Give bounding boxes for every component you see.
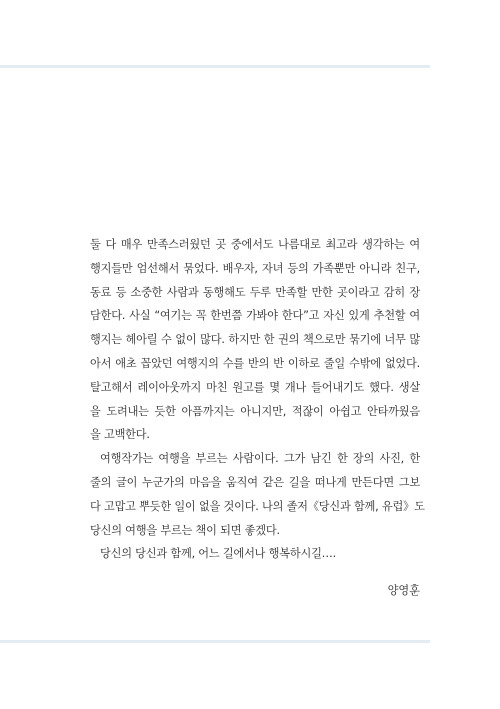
paragraph-2 — [90, 447, 425, 542]
text-line: 아서 애초 꼽았던 여행지의 수를 반의 반 이하로 줄일 수밖에 없었다. — [90, 356, 420, 370]
top-divider — [0, 65, 430, 68]
text-line: 당신의 당신과 함께, 어느 길에서나 행복하시길…. — [100, 547, 337, 561]
text-line: 을 고백한다. — [90, 428, 150, 442]
text-line: 줄의 글이 누군가의 마음을 움직여 같은 길을 떠나게 만든다면 그보 — [90, 475, 420, 489]
text-line: 담한다. 사실 “여기는 꼭 한번쯤 가봐야 한다”고 자신 있게 추천할 여 — [90, 309, 420, 323]
text-line: 행지들만 엄선해서 묶었다. 배우자, 자녀 등의 가족뿐만 아니라 친구, — [90, 261, 420, 275]
text-line: 당신의 여행을 부르는 책이 되면 좋겠다. — [90, 523, 280, 537]
text-line: 여행작가는 여행을 부르는 사람이다. 그가 남긴 한 장의 사진, 한 — [100, 452, 420, 466]
paragraph-1 — [90, 233, 420, 447]
paragraph-3 — [90, 542, 420, 566]
text-line: 을 도려내는 듯한 아픔까지는 아니지만, 적잖이 아쉽고 안타까웠음 — [90, 404, 420, 418]
author-signature: 양영훈 — [387, 584, 420, 597]
text-line: 둘 다 매우 만족스러웠던 곳 중에서도 나름대로 최고라 생각하는 여 — [90, 238, 420, 251]
bottom-divider — [0, 640, 430, 643]
text-line: 동료 등 소중한 사람과 동행해도 두루 만족할 만한 곳이라고 감히 장 — [90, 285, 420, 299]
body-text — [90, 233, 425, 566]
text-line: 행지는 헤아릴 수 없이 많다. 하지만 한 권의 책으로만 묶기에 너무 많 — [90, 333, 420, 347]
text-line: 다 고맙고 뿌듯한 일이 없을 것이다. 나의 졸저《당신과 함께, 유럽》도 — [90, 499, 425, 513]
text-line: 탈고해서 레이아웃까지 마친 원고를 몇 개나 들어내기도 했다. 생살 — [90, 380, 420, 394]
